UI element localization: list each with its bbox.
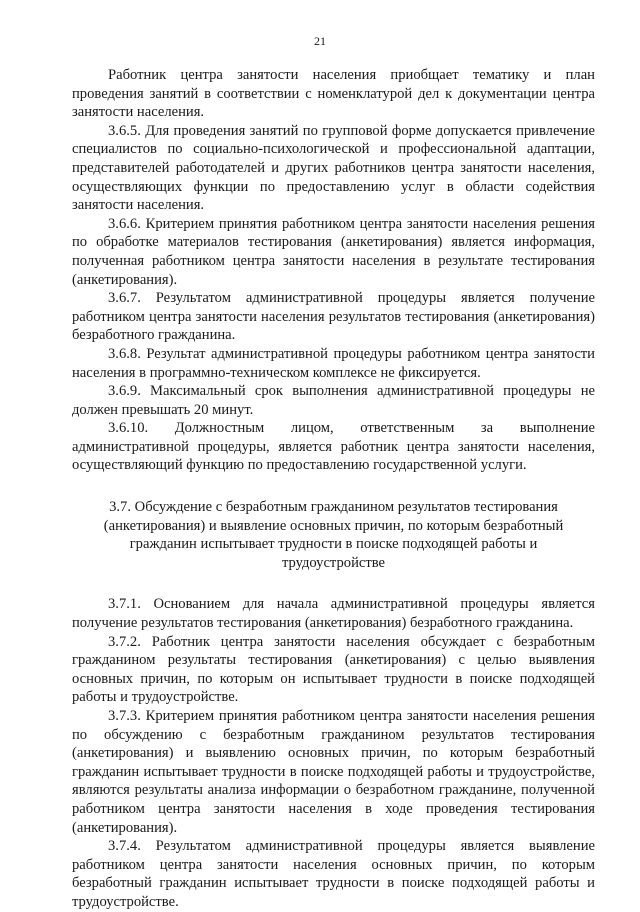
paragraph-3-7-1: 3.7.1. Основанием для начала административной процедуры является получение результатов тестирования (анкетирования) безработного гражданина. (72, 596, 595, 632)
paragraph-3-6-6: 3.6.6. Критерием принятия работником центра занятости населения решения по обработке материалов тестирования (анкетирования) является информация, полученная работником центра занятости населения в результате тестирования (анкетирования). (72, 215, 595, 288)
paragraph-3-6-5: 3.6.5. Для проведения занятий по групповой форме допускается привлечение специалистов по социально-психологической и профессиональной адаптации, представителей работодателей и других работников центра занятости населения, осуществляющих функции по предоставлению услуг в области содействия занятости населения. (72, 122, 595, 214)
section-heading-3-7: 3.7. Обсуждение с безработным гражданином результатов тестирования (анкетирования) и выявление основных причин, по которым безработный гражданин испытывает трудности в поиске подходящей работы и трудоустройстве (103, 499, 564, 571)
paragraph-3-7-4: 3.7.4. Результатом административной процедуры является выявление работником центра занятости населения основных причин, по которым безработный гражданин испытывает трудности в поиске подходящей работы и трудоустройстве. (72, 838, 595, 910)
paragraph-3-7-3: 3.7.3. Критерием принятия работником центра занятости населения решения по обсуждению с безработным гражданином результатов тестирования (анкетирования) и выявлению основных причин, по которым безработный гражданин испытывает трудности в поиске подходящей работы и трудоустройстве, являются результаты анализа информации о безработном гражданине, полученной работником центра занятости населения в ходе проведения тестирования (анкетирования). (72, 708, 595, 836)
paragraph-3-6-7: 3.6.7. Результатом административной процедуры является получение работником центра занятости населения результатов тестирования (анкетирования) безработного гражданина. (72, 290, 595, 344)
document-body (72, 66, 595, 912)
paragraph-3-6-8: 3.6.8. Результат административной процедуры работником центра занятости населения в программно-техническом комплексе не фиксируется. (72, 345, 595, 381)
paragraph-3-6-10: 3.6.10. Должностным лицом, ответственным за выполнение административной процедуры, является работник центра занятости населения, осуществляющий функцию по предоставлению государственной услуги. (72, 420, 595, 474)
paragraph-intro: Работник центра занятости населения приобщает тематику и план проведения занятий в соответствии с номенклатурой дел к документации центра занятости населения. (72, 67, 595, 121)
paragraph-3-7-2: 3.7.2. Работник центра занятости населения обсуждает с безработным гражданином результаты тестирования (анкетирования) с целью выявления основных причин, по которым он испытывает трудности в поиске подходящей работы и трудоустройстве. (72, 633, 595, 706)
page-number: 21 (314, 34, 326, 48)
paragraph-3-6-9: 3.6.9. Максимальный срок выполнения административной процедуры не должен превышать 20 минут. (72, 383, 595, 418)
